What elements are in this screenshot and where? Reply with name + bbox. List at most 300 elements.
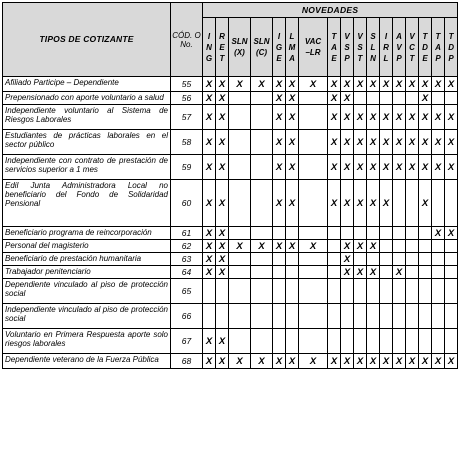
cotizante-type-cell: Afiliado Participe – Dependiente (3, 77, 171, 92)
column-header-tdp: T D P (445, 18, 458, 77)
mark-cell: X (216, 266, 229, 279)
code-cell: 57 (171, 105, 203, 130)
mark-cell: X (367, 240, 380, 253)
code-cell: 59 (171, 155, 203, 180)
cotizante-type-cell: Estudiantes de prácticas laborales en el sector público (3, 130, 171, 155)
table-row (3, 77, 458, 92)
tipos-header: TIPOS DE COTIZANTE (3, 3, 171, 77)
mark-cell (380, 329, 393, 354)
cotizante-type-cell: Prepensionado con aporte voluntario a salud (3, 92, 171, 105)
column-header-vsp: V S P (341, 18, 354, 77)
mark-cell: X (406, 105, 419, 130)
mark-cell: X (406, 155, 419, 180)
mark-cell: X (419, 354, 432, 369)
mark-cell (432, 253, 445, 266)
mark-cell (380, 240, 393, 253)
mark-cell (299, 304, 328, 329)
mark-cell (229, 180, 251, 227)
mark-cell (299, 105, 328, 130)
mark-cell: X (328, 180, 341, 227)
mark-cell (216, 279, 229, 304)
mark-cell: X (445, 155, 458, 180)
mark-cell: X (445, 354, 458, 369)
mark-cell (445, 279, 458, 304)
mark-cell (367, 279, 380, 304)
mark-cell: X (216, 253, 229, 266)
mark-cell (393, 304, 406, 329)
mark-cell (354, 253, 367, 266)
mark-cell: X (445, 130, 458, 155)
mark-cell: X (203, 77, 216, 92)
cotizante-type-cell: Dependiente veterano de la Fuerza Pública (3, 354, 171, 369)
column-header-vst: V S T (354, 18, 367, 77)
mark-cell: X (273, 354, 286, 369)
novedades-table (2, 2, 458, 369)
mark-cell: X (432, 155, 445, 180)
mark-cell: X (286, 77, 299, 92)
mark-cell (445, 329, 458, 354)
mark-cell (299, 92, 328, 105)
mark-cell: X (393, 77, 406, 92)
table-row (3, 253, 458, 266)
mark-cell (445, 304, 458, 329)
mark-cell (445, 180, 458, 227)
mark-cell: X (380, 105, 393, 130)
mark-cell: X (216, 227, 229, 240)
mark-cell (393, 253, 406, 266)
mark-cell (328, 266, 341, 279)
mark-cell: X (203, 266, 216, 279)
mark-cell: X (273, 92, 286, 105)
mark-cell (419, 329, 432, 354)
mark-cell (229, 105, 251, 130)
mark-cell: X (216, 354, 229, 369)
mark-cell (406, 180, 419, 227)
mark-cell: X (286, 155, 299, 180)
mark-cell: X (286, 92, 299, 105)
mark-cell: X (419, 92, 432, 105)
mark-cell: X (393, 105, 406, 130)
mark-cell (229, 279, 251, 304)
cotizante-type-cell: Beneficiario de prestación humanitaria (3, 253, 171, 266)
mark-cell: X (286, 130, 299, 155)
table-row (3, 266, 458, 279)
mark-cell (299, 253, 328, 266)
mark-cell (286, 329, 299, 354)
mark-cell: X (286, 105, 299, 130)
mark-cell: X (432, 227, 445, 240)
cotizante-type-cell: Independiente vinculado al piso de protección social (3, 304, 171, 329)
mark-cell (273, 329, 286, 354)
mark-cell: X (367, 105, 380, 130)
mark-cell (354, 92, 367, 105)
table-row (3, 279, 458, 304)
mark-cell: X (419, 77, 432, 92)
table-row (3, 354, 458, 369)
mark-cell: X (380, 354, 393, 369)
mark-cell (406, 227, 419, 240)
mark-cell (328, 279, 341, 304)
mark-cell (299, 329, 328, 354)
mark-cell: X (216, 105, 229, 130)
mark-cell: X (367, 155, 380, 180)
mark-cell (229, 304, 251, 329)
mark-cell: X (354, 180, 367, 227)
code-cell: 64 (171, 266, 203, 279)
mark-cell (445, 92, 458, 105)
mark-cell: X (341, 77, 354, 92)
mark-cell (229, 130, 251, 155)
mark-cell: X (393, 130, 406, 155)
mark-cell: X (380, 130, 393, 155)
mark-cell (341, 304, 354, 329)
table-row (3, 105, 458, 130)
mark-cell (445, 253, 458, 266)
mark-cell: X (299, 240, 328, 253)
mark-cell: X (216, 180, 229, 227)
mark-cell (419, 304, 432, 329)
mark-cell: X (328, 354, 341, 369)
mark-cell: X (380, 77, 393, 92)
mark-cell (286, 266, 299, 279)
mark-cell: X (445, 227, 458, 240)
mark-cell (406, 329, 419, 354)
mark-cell (273, 279, 286, 304)
cotizante-type-cell: Dependiente vinculado al piso de protección social (3, 279, 171, 304)
mark-cell (229, 155, 251, 180)
column-header-sln: S L N (367, 18, 380, 77)
mark-cell: X (203, 253, 216, 266)
mark-cell: X (216, 329, 229, 354)
column-header-avp: A V P (393, 18, 406, 77)
mark-cell: X (251, 354, 273, 369)
mark-cell (380, 227, 393, 240)
cotizante-type-cell: Beneficiario programa de reincorporación (3, 227, 171, 240)
mark-cell: X (203, 354, 216, 369)
mark-cell: X (432, 354, 445, 369)
mark-cell (380, 279, 393, 304)
mark-cell: X (419, 105, 432, 130)
code-cell: 58 (171, 130, 203, 155)
cotizante-type-cell: Edil Junta Administradora Local no beneficiario del Fondo de Solidaridad Pensional (3, 180, 171, 227)
mark-cell (251, 304, 273, 329)
mark-cell (229, 92, 251, 105)
column-header-slnx: SLN (X) (229, 18, 251, 77)
mark-cell (406, 266, 419, 279)
mark-cell (203, 279, 216, 304)
mark-cell: X (354, 155, 367, 180)
column-header-vct: V C T (406, 18, 419, 77)
cotizante-type-cell: Voluntario en Primera Respuesta aporte solo riesgos laborales (3, 329, 171, 354)
code-cell: 62 (171, 240, 203, 253)
mark-cell (251, 105, 273, 130)
mark-cell (229, 227, 251, 240)
mark-cell: X (251, 77, 273, 92)
mark-cell (380, 92, 393, 105)
mark-cell (393, 240, 406, 253)
mark-cell (328, 240, 341, 253)
mark-cell (251, 227, 273, 240)
mark-cell: X (341, 266, 354, 279)
mark-cell: X (299, 77, 328, 92)
mark-cell (393, 279, 406, 304)
mark-cell (432, 304, 445, 329)
mark-cell: X (216, 155, 229, 180)
mark-cell (419, 240, 432, 253)
mark-cell (229, 329, 251, 354)
table-row (3, 92, 458, 105)
mark-cell (393, 92, 406, 105)
mark-cell (341, 329, 354, 354)
code-cell: 61 (171, 227, 203, 240)
mark-cell (367, 227, 380, 240)
mark-cell (328, 304, 341, 329)
mark-cell: X (216, 240, 229, 253)
mark-cell (354, 227, 367, 240)
mark-cell (419, 253, 432, 266)
mark-cell: X (341, 92, 354, 105)
mark-cell (354, 329, 367, 354)
mark-cell: X (406, 130, 419, 155)
mark-cell (229, 253, 251, 266)
novedades-table-container (2, 2, 458, 369)
mark-cell: X (203, 155, 216, 180)
mark-cell (286, 279, 299, 304)
table-row (3, 155, 458, 180)
mark-cell (328, 253, 341, 266)
mark-cell: X (445, 77, 458, 92)
mark-cell (393, 329, 406, 354)
mark-cell: X (299, 354, 328, 369)
mark-cell (393, 227, 406, 240)
mark-cell (328, 227, 341, 240)
mark-cell: X (393, 266, 406, 279)
mark-cell (203, 304, 216, 329)
mark-cell: X (273, 155, 286, 180)
mark-cell: X (419, 155, 432, 180)
column-header-slnc: SLN (C) (251, 18, 273, 77)
mark-cell: X (229, 240, 251, 253)
mark-cell (299, 227, 328, 240)
mark-cell: X (203, 130, 216, 155)
code-cell: 67 (171, 329, 203, 354)
mark-cell: X (419, 130, 432, 155)
column-header-irl: I R L (380, 18, 393, 77)
column-header-ige: I G E (273, 18, 286, 77)
mark-cell (367, 304, 380, 329)
mark-cell (367, 329, 380, 354)
cotizante-type-cell: Trabajador penitenciario (3, 266, 171, 279)
mark-cell: X (341, 105, 354, 130)
mark-cell (251, 130, 273, 155)
mark-cell: X (393, 155, 406, 180)
mark-cell (229, 266, 251, 279)
mark-cell: X (229, 77, 251, 92)
mark-cell (286, 253, 299, 266)
code-cell: 60 (171, 180, 203, 227)
mark-cell: X (216, 92, 229, 105)
mark-cell (328, 329, 341, 354)
mark-cell (286, 304, 299, 329)
mark-cell (251, 279, 273, 304)
mark-cell (432, 266, 445, 279)
mark-cell (341, 279, 354, 304)
mark-cell (299, 155, 328, 180)
mark-cell: X (406, 354, 419, 369)
mark-cell: X (432, 130, 445, 155)
mark-cell (286, 227, 299, 240)
mark-cell (367, 253, 380, 266)
mark-cell: X (354, 105, 367, 130)
mark-cell: X (432, 105, 445, 130)
mark-cell: X (251, 240, 273, 253)
table-row (3, 130, 458, 155)
column-header-ret: R E T (216, 18, 229, 77)
mark-cell (299, 180, 328, 227)
mark-cell (273, 304, 286, 329)
mark-cell (432, 92, 445, 105)
code-cell: 66 (171, 304, 203, 329)
code-cell: 63 (171, 253, 203, 266)
mark-cell: X (432, 77, 445, 92)
code-cell: 68 (171, 354, 203, 369)
column-header-ing: I N G (203, 18, 216, 77)
mark-cell: X (286, 354, 299, 369)
column-header-vaclr: VAC –LR (299, 18, 328, 77)
column-header-tap: T A P (432, 18, 445, 77)
codigo-header: CÓD. O No. (171, 3, 203, 77)
mark-cell (354, 304, 367, 329)
mark-cell: X (203, 329, 216, 354)
mark-cell: X (354, 77, 367, 92)
novedades-header: NOVEDADES (203, 3, 458, 18)
mark-cell: X (273, 130, 286, 155)
mark-cell (406, 253, 419, 266)
mark-cell: X (341, 155, 354, 180)
mark-cell: X (367, 354, 380, 369)
mark-cell: X (445, 105, 458, 130)
mark-cell: X (393, 354, 406, 369)
mark-cell (251, 329, 273, 354)
mark-cell: X (341, 180, 354, 227)
mark-cell (419, 227, 432, 240)
mark-cell: X (286, 180, 299, 227)
mark-cell (432, 279, 445, 304)
mark-cell: X (354, 354, 367, 369)
mark-cell (406, 92, 419, 105)
mark-cell (299, 266, 328, 279)
mark-cell: X (341, 130, 354, 155)
mark-cell: X (203, 105, 216, 130)
mark-cell: X (341, 253, 354, 266)
mark-cell (406, 279, 419, 304)
column-header-lma: L M A (286, 18, 299, 77)
mark-cell (419, 266, 432, 279)
mark-cell: X (341, 240, 354, 253)
table-body (3, 77, 458, 369)
table-row (3, 227, 458, 240)
mark-cell (341, 227, 354, 240)
mark-cell: X (328, 77, 341, 92)
mark-cell: X (367, 266, 380, 279)
table-row (3, 304, 458, 329)
mark-cell: X (367, 77, 380, 92)
mark-cell: X (273, 105, 286, 130)
mark-cell: X (203, 92, 216, 105)
mark-cell: X (406, 77, 419, 92)
mark-cell (432, 180, 445, 227)
mark-cell: X (328, 130, 341, 155)
mark-cell: X (328, 105, 341, 130)
mark-cell (251, 266, 273, 279)
mark-cell: X (380, 180, 393, 227)
mark-cell (432, 329, 445, 354)
code-cell: 56 (171, 92, 203, 105)
table-row (3, 329, 458, 354)
mark-cell: X (367, 130, 380, 155)
cotizante-type-cell: Independiente voluntario al Sistema de Riesgos Laborales (3, 105, 171, 130)
code-cell: 55 (171, 77, 203, 92)
mark-cell (354, 279, 367, 304)
mark-cell: X (216, 77, 229, 92)
mark-cell: X (203, 227, 216, 240)
mark-cell: X (380, 155, 393, 180)
cotizante-type-cell: Personal del magisterio (3, 240, 171, 253)
mark-cell: X (354, 240, 367, 253)
mark-cell (380, 253, 393, 266)
mark-cell: X (273, 77, 286, 92)
mark-cell: X (286, 240, 299, 253)
mark-cell: X (354, 266, 367, 279)
mark-cell: X (328, 155, 341, 180)
code-cell: 65 (171, 279, 203, 304)
mark-cell (273, 266, 286, 279)
mark-cell (251, 155, 273, 180)
mark-cell (251, 92, 273, 105)
mark-cell (251, 253, 273, 266)
mark-cell (299, 130, 328, 155)
mark-cell (445, 266, 458, 279)
table-row (3, 180, 458, 227)
mark-cell (406, 304, 419, 329)
table-row (3, 240, 458, 253)
mark-cell: X (273, 240, 286, 253)
mark-cell: X (341, 354, 354, 369)
mark-cell (445, 240, 458, 253)
mark-cell (299, 279, 328, 304)
mark-cell (273, 227, 286, 240)
mark-cell: X (203, 240, 216, 253)
mark-cell (251, 180, 273, 227)
mark-cell (432, 240, 445, 253)
mark-cell (367, 92, 380, 105)
mark-cell (393, 180, 406, 227)
mark-cell (380, 266, 393, 279)
cotizante-type-cell: Independiente con contrato de prestación de servicios superior a 1 mes (3, 155, 171, 180)
mark-cell (216, 304, 229, 329)
header-row-top (3, 3, 458, 18)
mark-cell: X (419, 180, 432, 227)
mark-cell (380, 304, 393, 329)
mark-cell: X (229, 354, 251, 369)
mark-cell (273, 253, 286, 266)
mark-cell (419, 279, 432, 304)
column-header-tde: T D E (419, 18, 432, 77)
mark-cell (406, 240, 419, 253)
mark-cell: X (328, 92, 341, 105)
mark-cell: X (216, 130, 229, 155)
mark-cell: X (354, 130, 367, 155)
